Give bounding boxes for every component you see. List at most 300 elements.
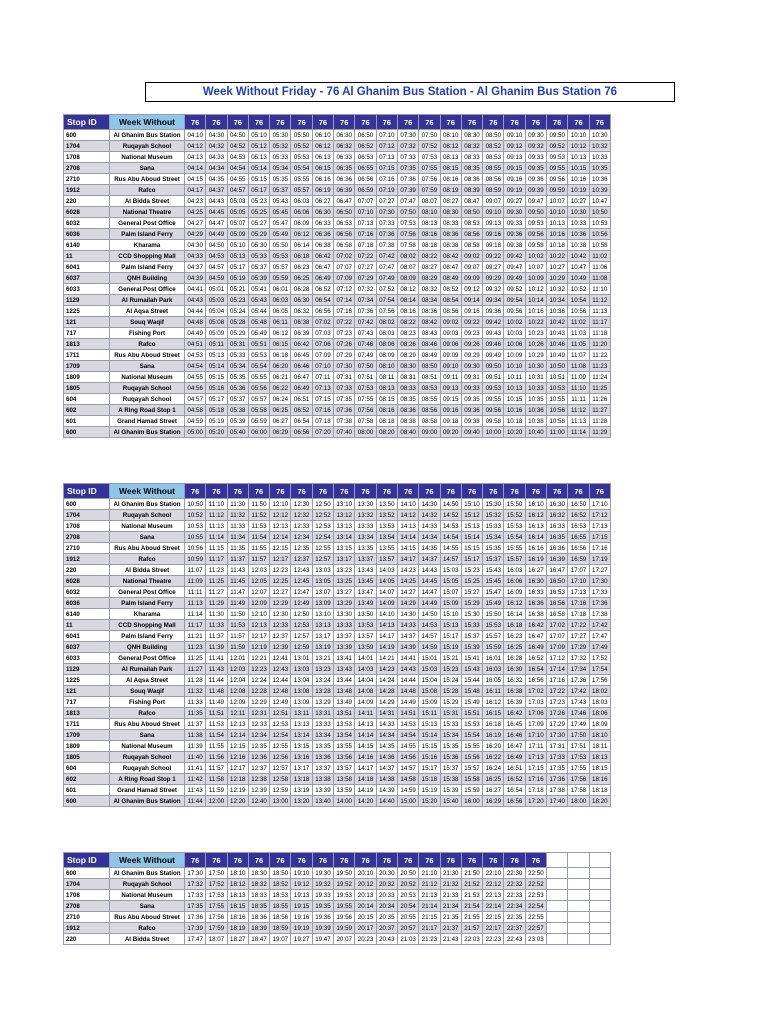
stop-name-cell: QNH Building [110,642,185,653]
time-cell: 18:59 [270,923,291,934]
time-cell: 14:55 [440,543,461,554]
time-cell: 10:36 [525,405,546,416]
time-cell: 18:16 [227,912,248,923]
time-cell: 13:40 [312,796,333,807]
time-cell: 11:20 [589,339,610,350]
time-cell: 12:13 [248,620,269,631]
time-cell: 13:59 [334,785,355,796]
time-cell: 12:11 [227,708,248,719]
table-row [64,317,611,328]
time-cell: 17:13 [568,587,589,598]
time-cell: 14:15 [355,741,376,752]
stop-id-cell: 6036 [64,598,110,609]
time-cell: 22:32 [504,879,525,890]
time-cell: 12:53 [291,620,312,631]
time-cell: 04:15 [185,174,206,185]
time-cell: 18:11 [589,741,610,752]
table-row [64,785,611,796]
time-cell: 06:35 [334,163,355,174]
time-cell: 05:34 [270,163,291,174]
time-cell: 11:59 [206,785,227,796]
time-cell: 16:01 [483,653,504,664]
table-row [64,163,611,174]
time-cell: 11:35 [185,708,206,719]
time-cell: 20:33 [376,890,397,901]
time-cell: 17:07 [547,631,568,642]
time-cell: 12:27 [270,587,291,598]
time-cell: 04:32 [206,141,227,152]
time-cell: 17:15 [525,763,546,774]
time-cell: 09:55 [483,394,504,405]
time-cell: 09:32 [525,141,546,152]
week-without-header: Week Without [110,115,185,130]
time-cell: 07:42 [376,251,397,262]
time-cell: 11:09 [185,576,206,587]
time-cell: 14:37 [376,763,397,774]
time-cell: 09:56 [483,405,504,416]
time-cell: 11:52 [248,510,269,521]
time-cell: 13:51 [334,708,355,719]
time-cell: 15:16 [419,752,440,763]
time-cell: 09:55 [547,163,568,174]
time-cell: 09:02 [461,251,482,262]
time-cell: 09:16 [440,405,461,416]
time-cell: 13:32 [355,510,376,521]
time-cell: 13:47 [355,587,376,598]
time-cell: 05:34 [227,361,248,372]
time-cell: 11:11 [185,587,206,598]
time-cell: 14:27 [397,587,418,598]
time-cell: 09:07 [461,262,482,273]
time-cell: 09:53 [525,218,546,229]
time-cell: 05:49 [248,328,269,339]
time-cell: 15:05 [440,576,461,587]
time-cell: 15:03 [419,664,440,675]
time-cell: 14:05 [376,576,397,587]
time-cell: 11:38 [185,730,206,741]
time-cell: 07:36 [376,229,397,240]
time-cell: 13:24 [312,675,333,686]
time-cell: 11:48 [206,686,227,697]
time-cell: 11:23 [185,642,206,653]
time-cell: 06:06 [291,207,312,218]
time-cell: 09:56 [547,174,568,185]
time-cell: 09:33 [461,383,482,394]
stop-id-cell: 6032 [64,218,110,229]
time-cell: 11:51 [206,708,227,719]
time-cell: 08:49 [419,350,440,361]
time-cell: 09:10 [440,361,461,372]
time-cell: 09:49 [504,273,525,284]
empty-cell [568,923,589,934]
time-cell: 04:23 [185,196,206,207]
time-cell: 12:21 [248,653,269,664]
table-row [64,543,611,554]
time-cell: 07:53 [355,383,376,394]
table-row [64,796,611,807]
time-cell: 09:22 [461,317,482,328]
timetable-evening [63,852,611,945]
time-cell: 17:22 [568,620,589,631]
time-cell: 12:08 [227,686,248,697]
time-cell: 07:12 [376,141,397,152]
time-cell: 05:13 [227,251,248,262]
time-cell: 08:16 [440,174,461,185]
time-cell: 17:30 [547,730,568,741]
time-cell: 15:29 [461,598,482,609]
time-cell: 08:53 [461,218,482,229]
time-cell: 17:43 [568,697,589,708]
stop-id-cell: 1805 [64,383,110,394]
time-cell: 05:59 [248,416,269,427]
time-cell: 06:52 [312,284,333,295]
time-cell: 17:23 [547,697,568,708]
time-cell: 12:18 [227,774,248,785]
time-cell: 13:15 [334,543,355,554]
time-cell: 16:36 [525,598,546,609]
time-cell: 17:33 [589,587,610,598]
stop-id-cell: 6032 [64,587,110,598]
time-cell: 17:49 [589,642,610,653]
time-cell: 11:54 [248,532,269,543]
time-cell: 08:20 [376,427,397,438]
time-cell: 07:09 [312,350,333,361]
route-header: 76 [397,484,418,499]
time-cell: 15:21 [440,653,461,664]
time-cell: 11:23 [206,565,227,576]
time-cell: 15:08 [419,686,440,697]
stop-name-cell: Rus Abu Aboud Street [110,350,185,361]
time-cell: 16:42 [525,620,546,631]
time-cell: 08:16 [397,306,418,317]
time-cell: 14:33 [397,620,418,631]
time-cell: 16:12 [483,697,504,708]
time-cell: 18:02 [589,686,610,697]
time-cell: 10:20 [504,427,525,438]
time-cell: 16:39 [504,697,525,708]
time-cell: 17:06 [525,708,546,719]
stop-id-cell: 1708 [64,152,110,163]
time-cell: 06:18 [270,350,291,361]
time-cell: 06:42 [312,251,333,262]
time-cell: 16:38 [504,686,525,697]
table-row [64,240,611,251]
time-cell: 11:23 [589,361,610,372]
time-cell: 16:10 [525,499,546,510]
time-cell: 11:49 [227,598,248,609]
time-cell: 10:13 [504,383,525,394]
time-cell: 11:30 [227,499,248,510]
time-cell: 08:50 [483,130,504,141]
time-cell: 16:56 [568,543,589,554]
empty-cell [589,923,610,934]
stop-id-cell: 601 [64,785,110,796]
table-row [64,405,611,416]
table-row [64,620,611,631]
stop-id-cell: 1129 [64,664,110,675]
time-cell: 19:30 [312,868,333,879]
stop-id-cell: 602 [64,405,110,416]
time-cell: 14:23 [376,664,397,675]
time-cell: 21:23 [419,934,440,945]
time-cell: 15:36 [440,752,461,763]
time-cell: 15:37 [440,763,461,774]
time-cell: 13:34 [355,532,376,543]
time-cell: 10:27 [547,262,568,273]
time-cell: 11:24 [589,372,610,383]
table-row [64,554,611,565]
time-cell: 12:37 [291,554,312,565]
time-cell: 16:36 [547,543,568,554]
time-cell: 10:50 [589,207,610,218]
time-cell: 17:29 [547,719,568,730]
time-cell: 07:26 [334,339,355,350]
time-cell: 15:54 [504,532,525,543]
time-cell: 11:00 [547,427,568,438]
time-cell: 22:23 [483,934,504,945]
time-cell: 09:13 [440,383,461,394]
time-cell: 16:42 [504,708,525,719]
time-cell: 17:18 [525,785,546,796]
stop-id-cell: 600 [64,130,110,141]
time-cell: 08:36 [461,174,482,185]
stop-name-cell: National Museum [110,890,185,901]
time-cell: 11:10 [206,499,227,510]
time-cell: 17:34 [568,664,589,675]
time-cell: 14:51 [397,708,418,719]
time-cell: 07:32 [355,284,376,295]
table-row [64,273,611,284]
time-cell: 06:12 [312,141,333,152]
time-cell: 13:57 [376,554,397,565]
time-cell: 08:27 [440,196,461,207]
time-cell: 10:53 [589,218,610,229]
time-cell: 17:13 [589,521,610,532]
time-cell: 08:34 [419,295,440,306]
time-cell: 17:16 [525,774,546,785]
time-cell: 09:16 [504,174,525,185]
time-cell: 15:11 [419,708,440,719]
time-cell: 16:54 [525,664,546,675]
time-cell: 17:38 [547,785,568,796]
time-cell: 10:11 [504,372,525,383]
stop-name-cell: Al Aqsa Street [110,306,185,317]
stop-name-cell: Al Bidda Street [110,196,185,207]
time-cell: 12:57 [291,631,312,642]
time-cell: 15:37 [483,554,504,565]
time-cell: 17:14 [547,664,568,675]
time-cell: 04:59 [185,416,206,427]
time-cell: 04:57 [185,394,206,405]
time-cell: 04:55 [227,174,248,185]
stop-id-cell: 1809 [64,372,110,383]
time-cell: 10:16 [547,229,568,240]
time-cell: 06:12 [270,328,291,339]
time-cell: 07:06 [312,339,333,350]
table-row [64,901,611,912]
time-cell: 10:10 [504,361,525,372]
time-cell: 05:03 [206,295,227,306]
time-cell: 09:47 [525,196,546,207]
stop-id-cell: 220 [64,934,110,945]
time-cell: 17:10 [525,730,546,741]
time-cell: 04:58 [185,405,206,416]
time-cell: 06:45 [291,350,312,361]
time-cell: 13:39 [334,642,355,653]
time-cell: 18:10 [227,868,248,879]
time-cell: 11:02 [568,317,589,328]
time-cell: 17:32 [185,879,206,890]
time-cell: 12:53 [270,719,291,730]
time-cell: 22:57 [525,923,546,934]
route-header: 76 [504,853,525,868]
time-cell: 06:00 [248,427,269,438]
time-cell: 15:20 [419,796,440,807]
table-row [64,196,611,207]
time-cell: 05:41 [248,284,269,295]
time-cell: 05:40 [227,427,248,438]
table-row [64,152,611,163]
time-cell: 15:39 [440,785,461,796]
stop-id-cell: 1225 [64,675,110,686]
route-header: 76 [334,853,355,868]
time-cell: 13:01 [291,653,312,664]
time-cell: 17:11 [525,741,546,752]
time-cell: 07:30 [334,361,355,372]
time-cell: 20:14 [355,901,376,912]
route-header: 76 [568,484,589,499]
stop-name-cell: National Museum [110,152,185,163]
time-cell: 17:16 [547,675,568,686]
time-cell: 10:58 [589,240,610,251]
time-cell: 16:06 [504,576,525,587]
time-cell: 19:32 [312,879,333,890]
time-cell: 08:13 [376,383,397,394]
time-cell: 15:23 [461,565,482,576]
time-cell: 17:36 [547,774,568,785]
time-cell: 10:38 [568,240,589,251]
time-cell: 15:28 [440,686,461,697]
time-cell: 09:12 [461,284,482,295]
time-cell: 11:10 [589,284,610,295]
time-cell: 09:15 [440,394,461,405]
time-cell: 08:29 [397,350,418,361]
time-cell: 06:15 [312,163,333,174]
time-cell: 16:09 [504,587,525,598]
time-cell: 12:31 [248,708,269,719]
time-cell: 04:48 [185,317,206,328]
time-cell: 11:13 [589,306,610,317]
time-cell: 04:14 [185,163,206,174]
time-cell: 05:29 [227,328,248,339]
time-cell: 12:44 [270,675,291,686]
time-cell: 08:52 [483,141,504,152]
time-cell: 18:18 [589,785,610,796]
time-cell: 07:49 [355,350,376,361]
time-cell: 20:53 [397,890,418,901]
stop-id-cell: 121 [64,686,110,697]
time-cell: 12:12 [270,510,291,521]
time-cell: 21:32 [440,879,461,890]
time-cell: 05:35 [270,174,291,185]
time-cell: 05:17 [248,185,269,196]
time-cell: 16:35 [547,532,568,543]
route-header: 76 [376,853,397,868]
time-cell: 13:20 [291,796,312,807]
time-cell: 13:17 [312,631,333,642]
time-cell: 22:13 [483,890,504,901]
time-cell: 13:18 [291,774,312,785]
time-cell: 12:15 [227,741,248,752]
time-cell: 09:07 [483,196,504,207]
time-cell: 14:14 [397,532,418,543]
time-cell: 11:13 [206,521,227,532]
time-cell: 06:22 [270,383,291,394]
time-cell: 05:10 [248,130,269,141]
time-cell: 14:48 [397,686,418,697]
time-cell: 07:54 [376,295,397,306]
time-cell: 17:51 [568,741,589,752]
stop-name-cell: Rafco [110,708,185,719]
time-cell: 14:34 [419,532,440,543]
time-cell: 05:23 [227,295,248,306]
time-cell: 14:54 [440,532,461,543]
time-cell: 09:36 [483,306,504,317]
time-cell: 04:35 [206,174,227,185]
table-row [64,218,611,229]
time-cell: 08:56 [483,174,504,185]
time-cell: 05:14 [206,361,227,372]
table-row [64,565,611,576]
time-cell: 12:38 [248,774,269,785]
empty-cell [589,912,610,923]
time-cell: 10:46 [547,339,568,350]
time-cell: 06:47 [291,372,312,383]
time-cell: 05:33 [248,251,269,262]
time-cell: 12:41 [270,653,291,664]
stop-id-cell: 1704 [64,879,110,890]
time-cell: 14:54 [397,730,418,741]
time-cell: 16:27 [483,785,504,796]
time-cell: 13:19 [312,642,333,653]
time-cell: 15:38 [440,774,461,785]
stop-id-cell: 604 [64,394,110,405]
time-cell: 18:13 [589,752,610,763]
time-cell: 08:39 [461,185,482,196]
time-cell: 16:23 [504,631,525,642]
time-cell: 14:07 [376,587,397,598]
time-cell: 05:56 [248,383,269,394]
route-header: 76 [483,484,504,499]
time-cell: 10:07 [525,262,546,273]
time-cell: 09:38 [504,240,525,251]
time-cell: 10:47 [589,196,610,207]
stop-name-cell: Al Bidda Street [110,934,185,945]
time-cell: 15:34 [483,532,504,543]
time-cell: 10:16 [525,306,546,317]
time-cell: 15:41 [461,653,482,664]
time-cell: 22:55 [525,912,546,923]
table-row [64,923,611,934]
time-cell: 12:39 [270,642,291,653]
time-cell: 16:47 [547,565,568,576]
time-cell: 13:04 [291,675,312,686]
time-cell: 07:13 [355,218,376,229]
stop-id-cell: 2710 [64,543,110,554]
time-cell: 21:50 [461,868,482,879]
time-cell: 15:14 [419,730,440,741]
time-cell: 17:19 [589,554,610,565]
